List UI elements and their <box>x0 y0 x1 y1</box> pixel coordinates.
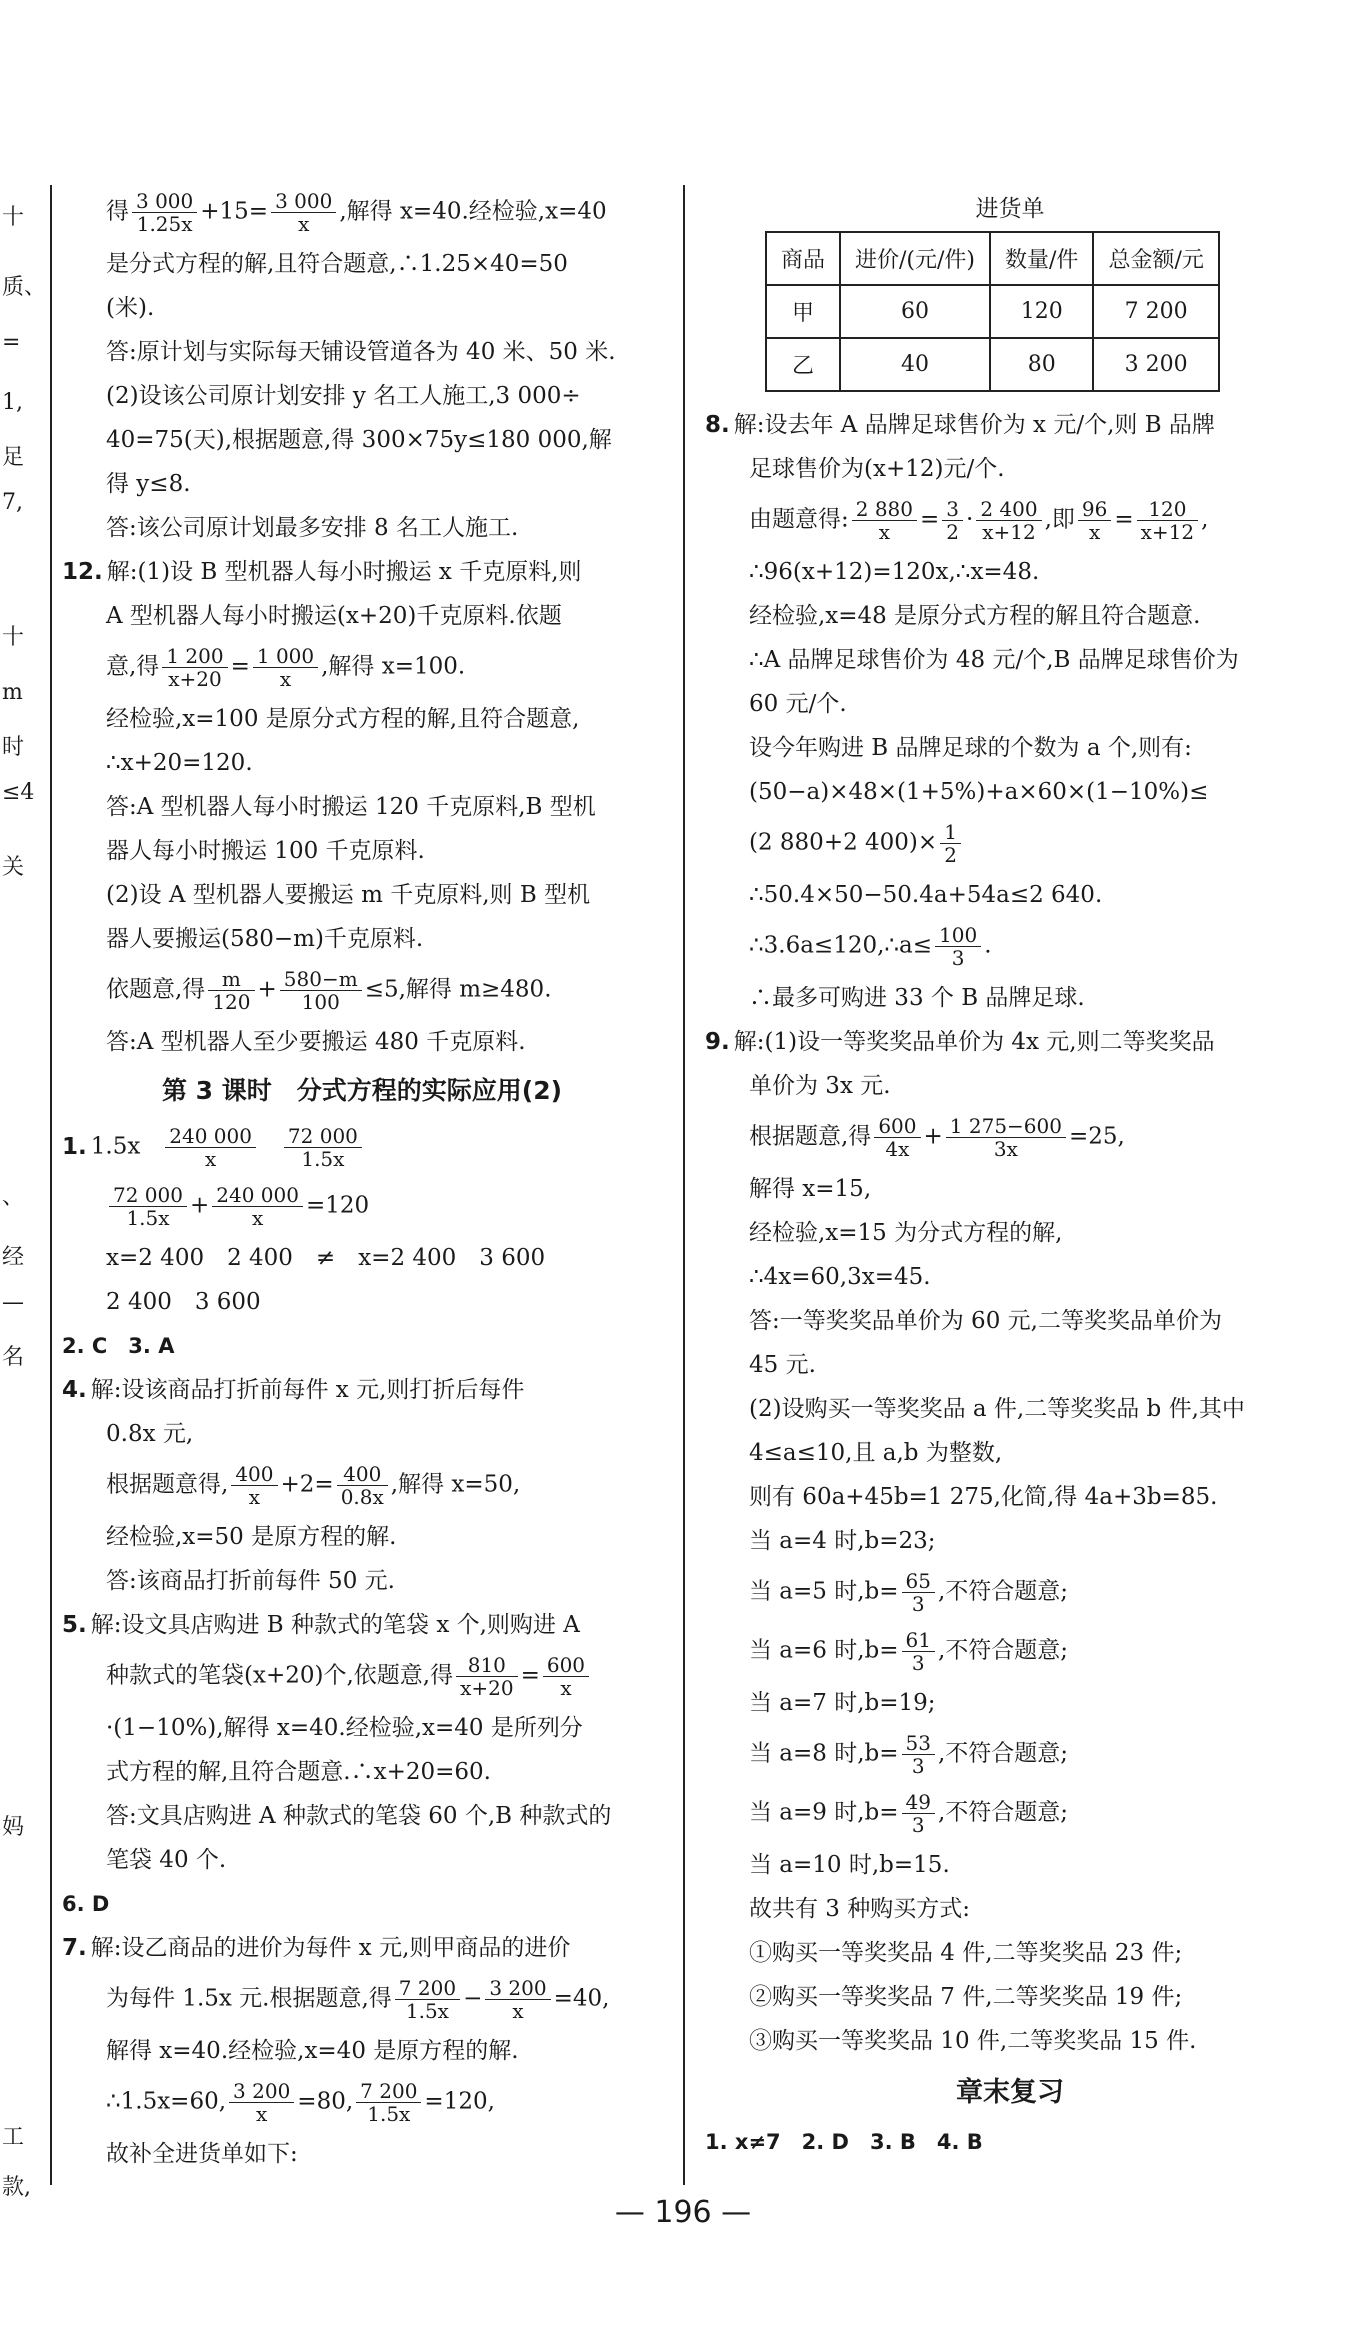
text-line: 答:A 型机器人至少要搬运 480 千克原料. <box>106 1029 526 1055</box>
edge-char: 款, <box>2 2175 31 2200</box>
edge-char: — <box>2 1290 24 1315</box>
table-row <box>766 338 1219 391</box>
text-line: ·(1−10%),解得 x=40.经检验,x=40 是所列分 <box>106 1715 583 1741</box>
question-1: 1. 1.5x $\frac{240 000}{x}$ $\frac{72 000}{1.5x}$ <box>62 1125 662 1170</box>
option-line: ③购买一等奖奖品 10 件,二等奖奖品 15 件. <box>749 2028 1197 2054</box>
question-5: 5. 解:设文具店购进 B 种款式的笔袋 x 个,则购进 A <box>62 1612 580 1638</box>
table-header: 进价/(元/件) <box>840 232 990 285</box>
text-line: x=2 400 2 400 ≠ x=2 400 3 600 <box>106 1245 546 1271</box>
table-title: 进货单 <box>975 196 1045 222</box>
text-line: 4≤a≤10,且 a,b 为整数, <box>749 1440 1003 1466</box>
question-4: 4. 解:设该商品打折前每件 x 元,则打折后每件 <box>62 1377 525 1403</box>
text-line: 得 y≤8. <box>106 471 191 497</box>
question-12: 12. 解:(1)设 B 型机器人每小时搬运 x 千克原料,则 <box>62 559 582 585</box>
text-line: ∴1.5x=60, $\frac{3 200}{x}$ =80, $\frac{7 200}{1.5x}$ =120, <box>106 2079 495 2126</box>
text-line: 设今年购进 B 品牌足球的个数为 a 个,则有: <box>749 735 1192 761</box>
table-row <box>766 285 1219 338</box>
case-line: 当 a=7 时,b=19; <box>749 1690 936 1716</box>
question-7: 7. 解:设乙商品的进价为每件 x 元,则甲商品的进价 <box>62 1935 571 1961</box>
text-line: 解得 x=15, <box>749 1176 872 1202</box>
table-cell: 120 <box>990 285 1093 338</box>
text-line: 式方程的解,且符合题意.∴x+20=60. <box>106 1759 491 1785</box>
text-line: ∴4x=60,3x=45. <box>749 1264 931 1290</box>
text-line: 答:文具店购进 A 种款式的笔袋 60 个,B 种款式的 <box>106 1803 612 1829</box>
right-column <box>705 190 1315 2171</box>
question-9: 9. 解:(1)设一等奖奖品单价为 4x 元,则二等奖奖品 <box>705 1029 1215 1055</box>
edge-char: 工 <box>2 2125 25 2150</box>
table-cell: 40 <box>840 338 990 391</box>
section-heading: 第 3 课时 分式方程的实际应用(2) <box>161 1076 563 1105</box>
page-number: — 196 — <box>614 2195 752 2230</box>
text-line: 得 $\frac{3 000}{1.25x}$ +15= $\frac{3 000}{x}$ ,解得 x=40.经检验,x=40 <box>106 189 607 236</box>
text-line: ∴最多可购进 33 个 B 品牌足球. <box>749 985 1085 1011</box>
edge-char: 十 <box>2 625 25 650</box>
text-line: 则有 60a+45b=1 275,化简,得 4a+3b=85. <box>749 1484 1218 1510</box>
case-line: 当 a=4 时,b=23; <box>749 1528 936 1554</box>
text-line: ∴3.6a≤120,∴a≤ $\frac{100}{3}$ . <box>749 923 992 970</box>
text-line: 笔袋 40 个. <box>106 1847 227 1873</box>
edge-char: 妈 <box>2 1815 25 1840</box>
column-divider-left <box>50 185 52 2185</box>
text-line: 答:A 型机器人每小时搬运 120 千克原料,B 型机 <box>106 794 596 820</box>
table-header: 商品 <box>766 232 840 285</box>
table-header: 数量/件 <box>990 232 1093 285</box>
text-line: 2 400 3 600 <box>106 1289 261 1315</box>
text-line: 足球售价为(x+12)元/个. <box>749 456 1005 482</box>
text-line: 答:该公司原计划最多安排 8 名工人施工. <box>106 515 519 541</box>
text-line: ∴A 品牌足球售价为 48 元/个,B 品牌足球售价为 <box>749 647 1239 673</box>
text-line: 故共有 3 种购买方式: <box>749 1896 971 1922</box>
text-line: ∴50.4×50−50.4a+54a≤2 640. <box>749 882 1103 908</box>
column-divider-middle <box>683 185 685 2185</box>
text-line: 经检验,x=15 为分式方程的解, <box>749 1220 1063 1246</box>
text-line: 单价为 3x 元. <box>749 1073 891 1099</box>
table-cell: 7 200 <box>1093 285 1218 338</box>
text-line: 依题意,得 $\frac{m}{120}$ + $\frac{580-m}{100}$ ≤5,解得 m≥480. <box>106 967 552 1014</box>
answer-6: 6. D <box>62 1892 110 1916</box>
text-line: 种款式的笔袋(x+20)个,依题意,得 $\frac{810}{x+20}$ = $\frac{600}{x}$ <box>62 1654 662 1699</box>
table-header: 总金额/元 <box>1093 232 1218 285</box>
edge-char: = <box>2 330 21 355</box>
text-line: ∴x+20=120. <box>106 750 253 776</box>
text-line: 为每件 1.5x 元.根据题意,得 $\frac{7 200}{1.5x}$ − $\frac{3 200}{x}$ =40, <box>106 1976 610 2023</box>
text-line: 根据题意,得 $\frac{600}{4x}$ + $\frac{1 275-600}{3x}$ =25, <box>749 1114 1125 1161</box>
edge-char: 经 <box>2 1245 25 1270</box>
text-line: 经检验,x=50 是原方程的解. <box>106 1524 397 1550</box>
text-line: 答:一等奖奖品单价为 60 元,二等奖奖品单价为 <box>749 1308 1222 1334</box>
text-line: 是分式方程的解,且符合题意,∴1.25×40=50 <box>106 251 568 277</box>
edge-char: ≤4 <box>2 780 35 805</box>
option-line: ①购买一等奖奖品 4 件,二等奖奖品 23 件; <box>749 1940 1183 1966</box>
review-answers: 1. x≠7 2. D 3. B 4. B <box>705 2130 983 2154</box>
text-line: 意,得 $\frac{1 200}{x+20}$ = $\frac{1 000}{x}$ ,解得 x=100. <box>106 644 466 691</box>
question-8: 8. 解:设去年 A 品牌足球售价为 x 元/个,则 B 品牌 <box>705 412 1215 438</box>
answers-2-3: 2. C 3. A <box>62 1334 175 1358</box>
table-cell: 乙 <box>766 338 840 391</box>
text-line: (2)设该公司原计划安排 y 名工人施工,3 000÷ <box>106 383 581 409</box>
text-line: 经检验,x=100 是原分式方程的解,且符合题意, <box>106 706 580 732</box>
text-line: 45 元. <box>749 1352 816 1378</box>
text-line: $\frac{72 000}{1.5x}$ + $\frac{240 000}{x}$ =120 <box>62 1184 662 1229</box>
text-line: 经检验,x=48 是原分式方程的解且符合题意. <box>749 603 1201 629</box>
edge-char: 十 <box>2 205 25 230</box>
edge-char: 1, <box>2 390 23 415</box>
text-line: (2)设购买一等奖奖品 a 件,二等奖奖品 b 件,其中 <box>749 1396 1245 1422</box>
edge-char: 、 <box>2 1185 25 1210</box>
edge-char: 足 <box>2 445 25 470</box>
table-cell: 甲 <box>766 285 840 338</box>
case-line: 当 a=10 时,b=15. <box>749 1852 950 1878</box>
edge-char: 关 <box>2 855 25 880</box>
edge-char: 质、 <box>2 275 47 300</box>
left-column <box>62 190 662 2183</box>
text-line: 解得 x=40.经检验,x=40 是原方程的解. <box>106 2038 519 2064</box>
case-line: 当 a=9 时,b= $\frac{49}{3}$ ,不符合题意; <box>749 1790 1069 1837</box>
text-line: 由题意得: $\frac{2 880}{x}$ = $\frac{3}{2}$ · $\frac{2 400}{x+12}$ ,即 $\frac{96}{x}$ = $\frac{120}{x+12}$ , <box>749 497 1209 544</box>
text-line: 60 元/个. <box>749 691 847 717</box>
edge-char: 时 <box>2 735 25 760</box>
text-line: 答:该商品打折前每件 50 元. <box>106 1568 395 1594</box>
text-line: 故补全进货单如下: <box>106 2141 298 2167</box>
table-header-row <box>766 232 1219 285</box>
text-line: 根据题意得, $\frac{400}{x}$ +2= $\frac{400}{0.8x}$ ,解得 x=50, <box>106 1462 521 1509</box>
edge-char: 名 <box>2 1345 25 1370</box>
case-line: 当 a=5 时,b= $\frac{65}{3}$ ,不符合题意; <box>749 1569 1069 1616</box>
case-line: 当 a=8 时,b= $\frac{53}{3}$ ,不符合题意; <box>749 1731 1069 1778</box>
text-line: 器人每小时搬运 100 千克原料. <box>106 838 425 864</box>
text-line: A 型机器人每小时搬运(x+20)千克原料.依题 <box>106 603 562 629</box>
table-cell: 60 <box>840 285 990 338</box>
option-line: ②购买一等奖奖品 7 件,二等奖奖品 19 件; <box>749 1984 1183 2010</box>
text-line: (米). <box>106 295 155 321</box>
section-heading: 章末复习 <box>956 2077 1064 2108</box>
text-line: 答:原计划与实际每天铺设管道各为 40 米、50 米. <box>106 339 616 365</box>
case-line: 当 a=6 时,b= $\frac{61}{3}$ ,不符合题意; <box>749 1628 1069 1675</box>
text-line: (2 880+2 400)× $\frac{1}{2}$ <box>705 821 1315 866</box>
edge-char: m <box>2 680 23 705</box>
text-line: 器人要搬运(580−m)千克原料. <box>106 926 424 952</box>
table-cell: 80 <box>990 338 1093 391</box>
table-cell: 3 200 <box>1093 338 1218 391</box>
text-line: 40=75(天),根据题意,得 300×75y≤180 000,解 <box>106 427 612 453</box>
text-line: ∴96(x+12)=120x,∴x=48. <box>749 559 1040 585</box>
purchase-table <box>765 231 1220 392</box>
text-line: 0.8x 元, <box>106 1421 194 1447</box>
edge-char: 7, <box>2 490 23 515</box>
text-line: (50−a)×48×(1+5%)+a×60×(1−10%)≤ <box>749 779 1209 805</box>
text-line: (2)设 A 型机器人要搬运 m 千克原料,则 B 型机 <box>106 882 591 908</box>
